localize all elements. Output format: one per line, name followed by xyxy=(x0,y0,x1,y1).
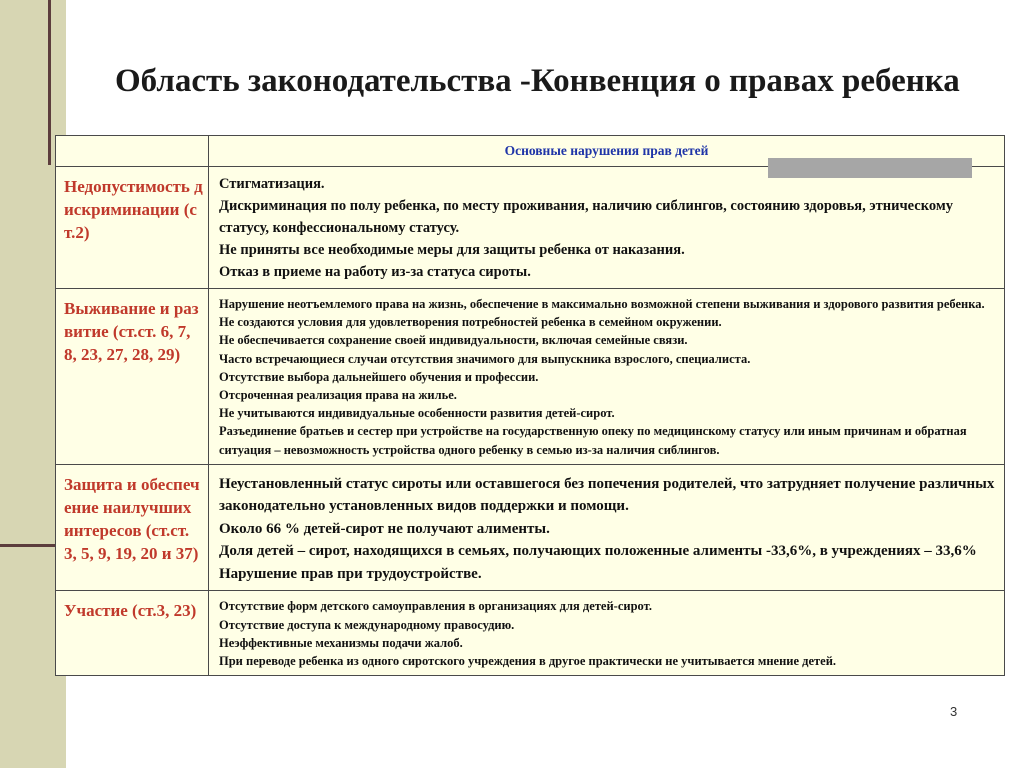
header-violations-cell: Основные нарушения прав детей xyxy=(209,136,1005,167)
violation-line: Часто встречающиеся случаи отсутствия значимого для выпускника взрослого, специалиста. xyxy=(219,351,751,366)
violation-line: Отсроченная реализация права на жилье. xyxy=(219,388,457,403)
violation-line: Стигматизация. xyxy=(219,176,325,192)
violation-line: Не учитываются индивидуальные особенности развития детей-сирот. xyxy=(219,406,615,421)
violation-line: Отсутствие доступа к международному правосудию. xyxy=(219,617,515,632)
decorative-gray-bar xyxy=(768,158,972,178)
violation-line: Неэффективные механизмы подачи жалоб. xyxy=(219,635,463,650)
violation-line: Неустановленный статус сироты или оставшегося без попечения родителей, что затрудняет получение различных законодательно установленных видов поддержки и помощи. xyxy=(219,475,995,515)
violation-line: Отсутствие выбора дальнейшего обучения и профессии. xyxy=(219,369,539,384)
table-row xyxy=(56,289,1005,465)
violation-line: Доля детей – сирот, находящихся в семьях, получающих положенные алименты -33,6%, в учреждениях – 33,6% xyxy=(219,543,977,560)
table-row xyxy=(56,464,1005,591)
slide-title: Область законодательства -Конвенция о правах ребенка xyxy=(115,63,960,99)
violation-line: Не обеспечивается сохранение своей индивидуальности, включая семейные связи. xyxy=(219,333,688,348)
violation-line: Отсутствие форм детского самоуправления в организациях для детей-сирот. xyxy=(219,599,652,614)
violations-cell xyxy=(209,591,1005,676)
category-cell: Защита и обеспечение наилучших интересов (ст.ст. 3, 5, 9, 19, 20 и 37) xyxy=(56,464,209,591)
violations-cell xyxy=(209,289,1005,465)
violation-line: При переводе ребенка из одного сиротского учреждения в другое практически не учитывается мнение детей. xyxy=(219,653,837,668)
violations-cell xyxy=(209,464,1005,591)
violation-line: Нарушение прав при трудоустройстве. xyxy=(219,565,482,582)
accent-vertical-line xyxy=(48,0,51,165)
violation-line: Не создаются условия для удовлетворения потребностей ребенка в семейном окружении. xyxy=(219,315,722,330)
slide-number: 3 xyxy=(950,704,958,719)
violations-table xyxy=(55,135,1005,676)
category-cell: Участие (ст.3, 23) xyxy=(56,591,209,676)
violation-line: Отказ в приеме на работу из-за статуса сироты. xyxy=(219,264,531,280)
violations-cell xyxy=(209,167,1005,289)
violation-line: Дискриминация по полу ребенка, по месту проживания, наличию сиблингов, состоянию здоровья, этническому статусу, конфессиональному статусу. xyxy=(219,198,953,236)
violation-line: Не приняты все необходимые меры для защиты ребенка от наказания. xyxy=(219,242,685,258)
table-row xyxy=(56,591,1005,676)
violation-line: Разъединение братьев и сестер при устройстве на государственную опеку по медицинскому статусу или иным причинам и обратная ситуация – невозможность устройства одного ребенку в семью из-за наличия сиблингов. xyxy=(219,424,967,457)
violation-line: Нарушение неотъемлемого права на жизнь, обеспечение в максимально возможной степени выживания и здорового развития ребенка. xyxy=(219,297,985,311)
category-cell: Выживание и развитие (ст.ст. 6, 7, 8, 23, 27, 28, 29) xyxy=(56,289,209,465)
violation-line: Около 66 % детей-сирот не получают алименты. xyxy=(219,520,550,537)
category-cell: Недопустимость дискриминации (ст.2) xyxy=(56,167,209,289)
table-row xyxy=(56,167,1005,289)
header-category-cell xyxy=(56,136,209,167)
